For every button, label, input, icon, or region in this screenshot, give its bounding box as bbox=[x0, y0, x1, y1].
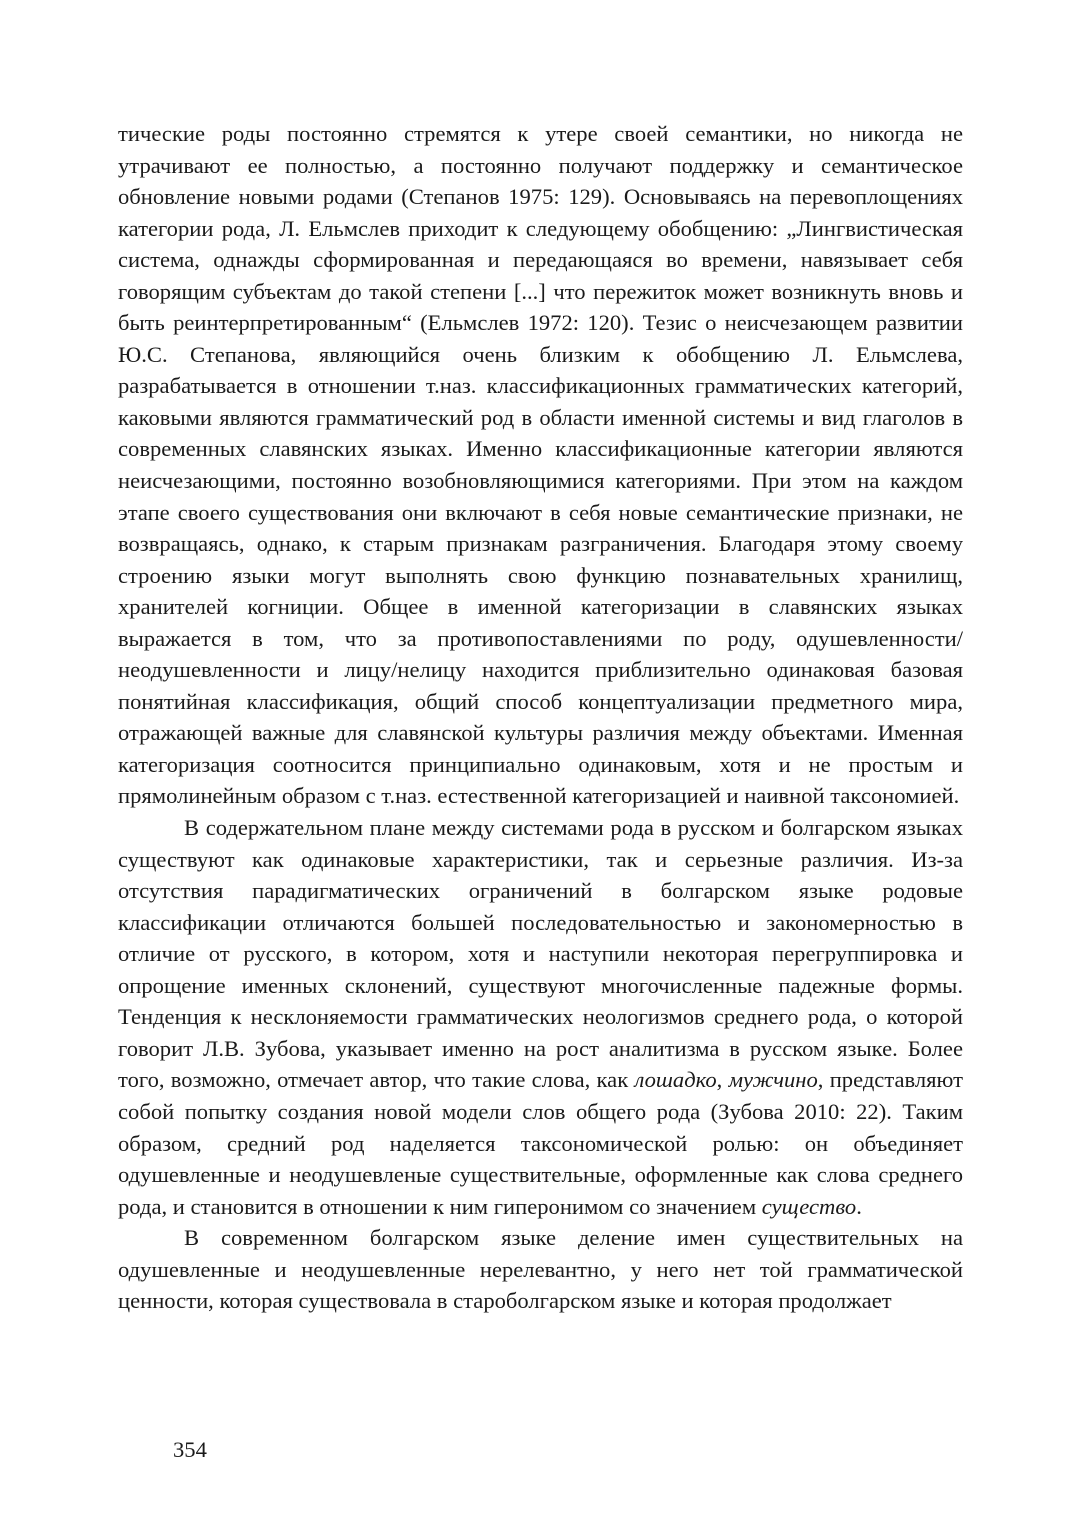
paragraph-2 bbox=[118, 812, 963, 1222]
paragraph-1: тические роды постоянно стремятся к утере своей семантики, но никогда не утрачивают ее полностью, а постоянно получают поддержку и семантическое обновление новыми родами (Степанов 1975: 129). Основываясь на перевоплощениях категории рода, Л. Ельмслев приходит к следующему обобщению: „Лингвистическая система, однажды сформированная и передающаяся во времени, навязывает себя говорящим субъектам до такой степени [...] что пережиток может возникнуть вновь и быть реинтерпретированным“ (Ельмслев 1972: 120). Тезис о неисчезающем развитии Ю.С. Степанова, являющийся очень близким к обобщению Л. Ельмслева, разрабатывается в отношении т.наз. классификационных грамматических категорий, каковыми являются грамматический род в области именной системы и вид глаголов в современных славянских языках. Именно классификационные категории являются неисчезающими, постоянно возобновляющимися категориями. При этом на каждом этапе своего существования они включают в себя новые семантические признаки, не возвращаясь, однако, к старым признакам разграничения. Благодаря этому своему строению языки могут выполнять свою функцию познавательных хранилищ, хранителей когниции. Общее в именной категоризации в славянских языках выражается в том, что за противопоставлениями по роду, одушевленности/неодушевленности и лицу/нелицу находится приблизительно одинаковая базовая понятийная классификация, общий способ концептуализации предметного мира, отражающей важные для славянской культуры различия между объектами. Именная категоризация соотносится принципиально одинаковым, хотя и не простым и прямолинейным образом с т.наз. естественной категоризацией и наивной таксономией. bbox=[118, 121, 963, 809]
paragraph-2-text-end: . bbox=[856, 1193, 862, 1219]
italic-term-muzhchino: мужчино bbox=[728, 1067, 818, 1093]
page-body bbox=[118, 118, 963, 1317]
paragraph-2-separator: , bbox=[716, 1067, 729, 1093]
italic-term-sushchestvo: существо bbox=[761, 1193, 857, 1219]
italic-term-loshadko: лошадко bbox=[634, 1067, 717, 1093]
paragraph-2-text-middle: , представляют собой попытку создания новой модели слов общего рода (Зубова 2010: 22). Таким образом, средний род наделяется таксономической ролью: он объединяет одушевленные и неодушевленые существительные, оформленные как слова среднего рода, и становится в отношении к ним гиперонимом со значением bbox=[118, 1067, 964, 1219]
paragraph-3: В современном болгарском языке деление имен существительных на одушевленные и неодушевленные нерелевантно, у него нет той грамматической ценности, которая существовала в староболгарском языке и которая продолжает bbox=[118, 1225, 963, 1314]
paragraph-2-text-start: В содержательном плане между системами рода в русском и болгарском языках существуют как одинаковые характеристики, так и серьезные различия. Из-за отсутствия парадигматических ограничений в болгарском языке родовые классификации отличаются большей последовательностью и закономерностью в отличие от русского, в котором, хотя и наступили некоторая перегруппировка и опрощение именных склонений, существуют многочисленные падежные формы. Тенденция к несклоняемости грамматических неологизмов среднего рода, о которой говорит Л.В. Зубова, указывает именно на рост аналитизма в русском языке. Более того, возможно, отмечает автор, что такие слова, как bbox=[118, 815, 963, 1093]
page-number: 354 bbox=[173, 1437, 207, 1462]
